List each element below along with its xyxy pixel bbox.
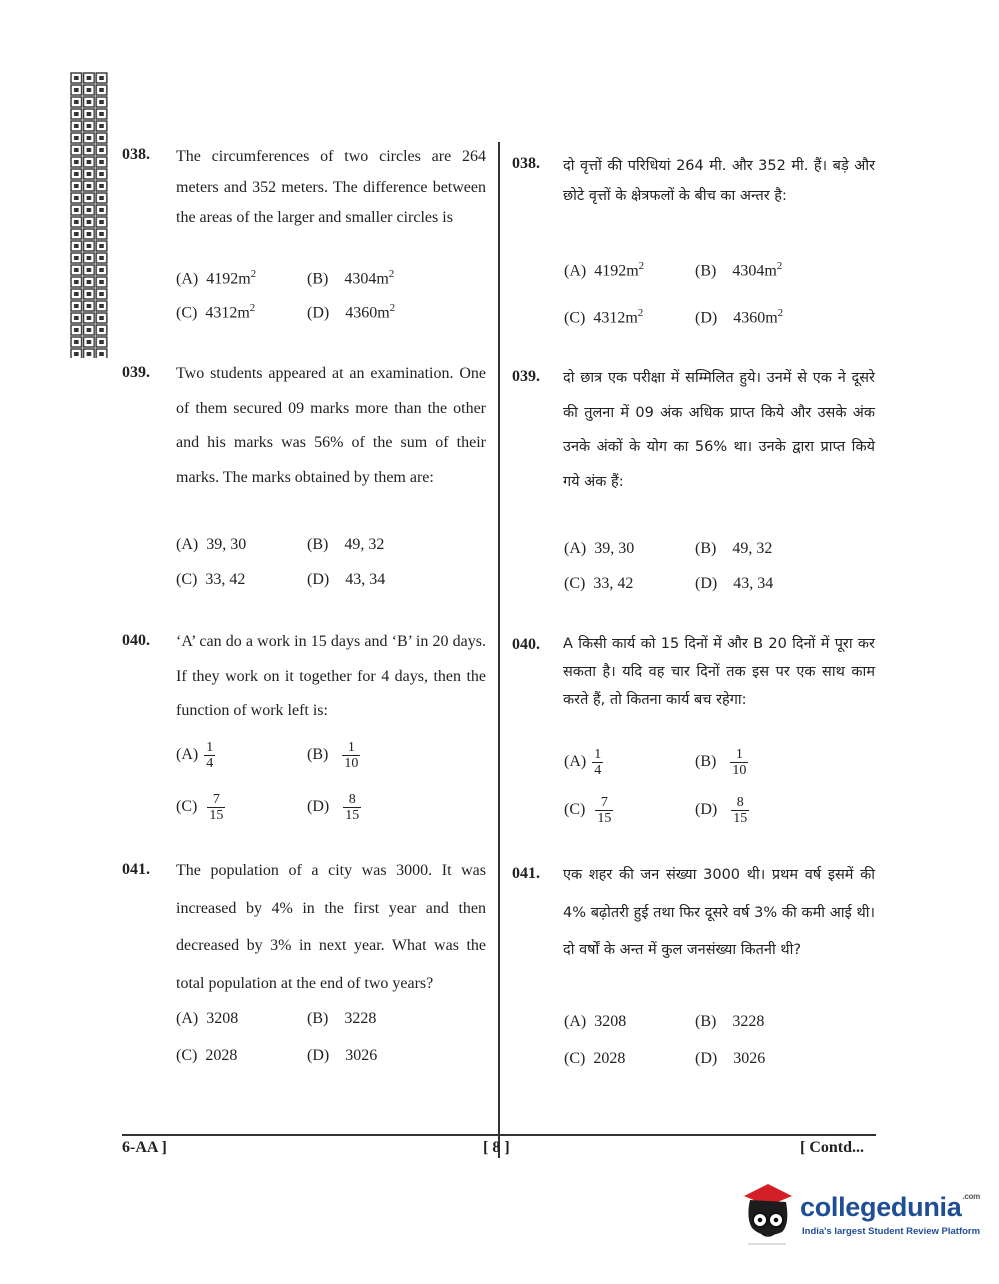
question-number: 038. <box>512 155 540 172</box>
option-d: (D) 43, 34 <box>307 571 386 588</box>
column-divider <box>498 142 500 1158</box>
option-b: (B) $\frac{1}{10}$ <box>307 740 359 771</box>
question-number: 040. <box>122 632 150 649</box>
question-number: 039. <box>512 368 540 385</box>
brand-wordmark: collegedunia$^{.com}$ <box>800 1192 980 1222</box>
question-text: The population of a city was 3000. It was increased by 4% in the first year and then decreased by 3% in next year. What was the total population at the end of two years? <box>176 862 486 992</box>
option-a: (A) 39, 30 <box>564 540 635 557</box>
option-c: (C) $4312m^2$ <box>564 307 644 327</box>
option-b: (B) $4304m^2$ <box>307 268 395 288</box>
option-c: (C) 2028 <box>176 1047 238 1064</box>
option-b: (B) $4304m^2$ <box>695 260 783 280</box>
mascot-icon <box>738 1178 798 1248</box>
page-number: [ 8 ] <box>483 1139 510 1156</box>
question-text: एक शहर की जन संख्या 3000 थी। प्रथम वर्ष इसमें की 4% बढ़ोतरी हुई तथा फिर दूसरे वर्ष 3% की कमी आई थी। दो वर्षों के अन्त में कुल जनसंख्या कितनी थी? <box>563 867 875 958</box>
question-text: दो छात्र एक परीक्षा में सम्मिलित हुये। उनमें से एक ने दूसरे की तुलना में 09 अंक अधिक प्राप्त किये और उसके अंक उनके अंकों के योग का 56% था। उनके द्वारा प्राप्त किये गये अंक हैं: <box>563 370 875 490</box>
question-text: A किसी कार्य को 15 दिनों में और B 20 दिनों में पूरा कर सकता है। यदि वह चार दिनों तक इस पर एक साथ काम करते हैं, तो कितना कार्य बच रहेगा: <box>563 636 875 708</box>
option-a: (A) 3208 <box>176 1010 239 1027</box>
option-a: (A) $\frac{1}{4}$ <box>176 740 214 771</box>
security-pattern <box>70 72 108 358</box>
option-a: (A) 39, 30 <box>176 536 247 553</box>
brand-tagline: India's largest Student Review Platform <box>802 1226 981 1237</box>
question-text: ‘A’ can do a work in 15 days and ‘B’ in 20 days. If they work on it together for 4 days, then the function of work left is: <box>176 633 486 719</box>
option-a: (A) $4192m^2$ <box>176 268 257 288</box>
question-text: Two students appeared at an examination. One of them secured 09 marks more than the other and his marks was 56% of the sum of their marks. The marks obtained by them are: <box>176 365 486 486</box>
question-text: दो वृत्तों की परिधियां 264 मी. और 352 मी. हैं। बड़े और छोटे वृत्तों के क्षेत्रफलों के बीच का अन्तर है: <box>563 158 875 204</box>
option-d: (D) $\frac{8}{15}$ <box>695 795 748 826</box>
footer-rule <box>122 1134 876 1136</box>
option-d: (D) 43, 34 <box>695 575 774 592</box>
question-number: 041. <box>512 865 540 882</box>
option-b: (B) 3228 <box>307 1010 377 1027</box>
option-a: (A) 3208 <box>564 1013 627 1030</box>
question-number: 040. <box>512 636 540 653</box>
option-d: (D) $4360m^2$ <box>307 302 396 322</box>
question-text: The circumferences of two circles are 264 meters and 352 meters. The difference between the areas of the larger and smaller circles is <box>176 148 486 226</box>
option-b: (B) 49, 32 <box>307 536 385 553</box>
option-b: (B) $\frac{1}{10}$ <box>695 747 747 778</box>
option-a: (A) $4192m^2$ <box>564 260 645 280</box>
option-b: (B) 3228 <box>695 1013 765 1030</box>
option-c: (C) $4312m^2$ <box>176 302 256 322</box>
paper-code: 6-AA ] <box>122 1139 167 1156</box>
option-c: (C) $\frac{7}{15}$ <box>176 792 224 823</box>
option-c: (C) $\frac{7}{15}$ <box>564 795 612 826</box>
question-number: 038. <box>122 146 150 163</box>
question-number: 039. <box>122 364 150 381</box>
collegedunia-logo[interactable] <box>738 1178 981 1250</box>
continued-label: [ Contd... <box>800 1139 865 1156</box>
option-c: (C) 2028 <box>564 1050 626 1067</box>
option-c: (C) 33, 42 <box>176 571 246 588</box>
option-b: (B) 49, 32 <box>695 540 773 557</box>
option-d: (D) $4360m^2$ <box>695 307 784 327</box>
option-a: (A) $\frac{1}{4}$ <box>564 747 602 778</box>
option-c: (C) 33, 42 <box>564 575 634 592</box>
option-d: (D) 3026 <box>695 1050 766 1067</box>
option-d: (D) $\frac{8}{15}$ <box>307 792 360 823</box>
question-number: 041. <box>122 861 150 878</box>
option-d: (D) 3026 <box>307 1047 378 1064</box>
